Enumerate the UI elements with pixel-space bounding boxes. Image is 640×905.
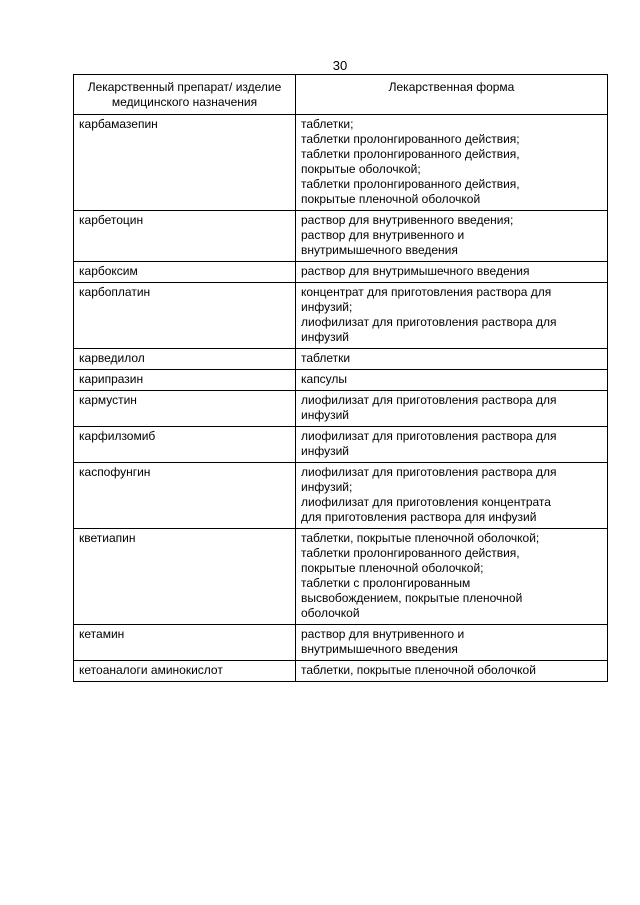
- header-form: Лекарственная форма: [296, 75, 608, 115]
- dosage-form-cell: [296, 661, 608, 682]
- drug-name-cell: кармустин: [74, 391, 296, 427]
- dosage-form-line: инфузий;: [301, 300, 353, 314]
- dosage-form-cell: [296, 262, 608, 283]
- dosage-form-line: внутримышечного введения: [301, 642, 458, 656]
- drug-name-cell: карведилол: [74, 349, 296, 370]
- table-row: [74, 427, 608, 463]
- dosage-form-cell: [296, 427, 608, 463]
- drug-name-cell: каспофунгин: [74, 463, 296, 529]
- dosage-form-cell: [296, 115, 608, 211]
- dosage-form-line: покрытые пленочной оболочкой: [301, 192, 481, 206]
- dosage-form-line: таблетки, покрытые пленочной оболочкой: [301, 663, 536, 677]
- drug-table: [73, 74, 608, 682]
- dosage-form-line: лиофилизат для приготовления концентрата: [301, 495, 551, 509]
- drug-name-cell: кветиапин: [74, 529, 296, 625]
- table-row: [74, 661, 608, 682]
- dosage-form-line: таблетки, покрытые пленочной оболочкой;: [301, 531, 540, 545]
- dosage-form-line: таблетки;: [301, 117, 354, 131]
- dosage-form-line: для приготовления раствора для инфузий: [301, 510, 537, 524]
- dosage-form-line: таблетки пролонгированного действия,: [301, 147, 520, 161]
- dosage-form-line: таблетки пролонгированного действия,: [301, 546, 520, 560]
- dosage-form-cell: [296, 283, 608, 349]
- dosage-form-cell: [296, 463, 608, 529]
- dosage-form-cell: [296, 370, 608, 391]
- drug-name-cell: кетамин: [74, 625, 296, 661]
- table-row: [74, 262, 608, 283]
- dosage-form-line: раствор для внутривенного и: [301, 228, 465, 242]
- dosage-form-line: лиофилизат для приготовления раствора для: [301, 315, 557, 329]
- dosage-form-line: лиофилизат для приготовления раствора для: [301, 465, 557, 479]
- table-row: [74, 349, 608, 370]
- table-row: [74, 370, 608, 391]
- dosage-form-line: внутримышечного введения: [301, 243, 458, 257]
- header-drug: Лекарственный препарат/ изделие медицинского назначения: [74, 75, 296, 115]
- page-number: 30: [332, 58, 348, 73]
- dosage-form-line: таблетки: [301, 351, 351, 365]
- dosage-form-line: оболочкой: [301, 606, 360, 620]
- dosage-form-line: инфузий: [301, 408, 349, 422]
- dosage-form-line: лиофилизат для приготовления раствора для: [301, 393, 557, 407]
- table-row: [74, 529, 608, 625]
- table-row: [74, 391, 608, 427]
- drug-name-cell: карбоплатин: [74, 283, 296, 349]
- dosage-form-line: покрытые оболочкой;: [301, 162, 421, 176]
- drug-name-cell: карфилзомиб: [74, 427, 296, 463]
- table-body: [74, 115, 608, 682]
- dosage-form-cell: [296, 349, 608, 370]
- drug-name-cell: кетоаналоги аминокислот: [74, 661, 296, 682]
- dosage-form-line: таблетки пролонгированного действия,: [301, 177, 520, 191]
- dosage-form-line: инфузий: [301, 330, 349, 344]
- dosage-form-cell: [296, 211, 608, 262]
- dosage-form-line: раствор для внутримышечного введения: [301, 264, 530, 278]
- drug-name-cell: карбамазепин: [74, 115, 296, 211]
- dosage-form-cell: [296, 391, 608, 427]
- table-header-row: [74, 75, 608, 115]
- dosage-form-line: концентрат для приготовления раствора для: [301, 285, 552, 299]
- drug-name-cell: карбетоцин: [74, 211, 296, 262]
- table-row: [74, 283, 608, 349]
- dosage-form-cell: [296, 625, 608, 661]
- drug-name-cell: карипразин: [74, 370, 296, 391]
- dosage-form-line: капсулы: [301, 372, 348, 386]
- dosage-form-line: инфузий: [301, 444, 349, 458]
- table-row: [74, 115, 608, 211]
- table-row: [74, 625, 608, 661]
- dosage-form-cell: [296, 529, 608, 625]
- table-row: [74, 463, 608, 529]
- table-row: [74, 211, 608, 262]
- dosage-form-line: раствор для внутривенного и: [301, 627, 465, 641]
- dosage-form-line: таблетки с пролонгированным: [301, 576, 471, 590]
- dosage-form-line: высвобождением, покрытые пленочной: [301, 591, 523, 605]
- dosage-form-line: таблетки пролонгированного действия;: [301, 132, 520, 146]
- dosage-form-line: лиофилизат для приготовления раствора для: [301, 429, 557, 443]
- dosage-form-line: инфузий;: [301, 480, 353, 494]
- dosage-form-line: покрытые пленочной оболочкой;: [301, 561, 484, 575]
- dosage-form-line: раствор для внутривенного введения;: [301, 213, 514, 227]
- drug-name-cell: карбоксим: [74, 262, 296, 283]
